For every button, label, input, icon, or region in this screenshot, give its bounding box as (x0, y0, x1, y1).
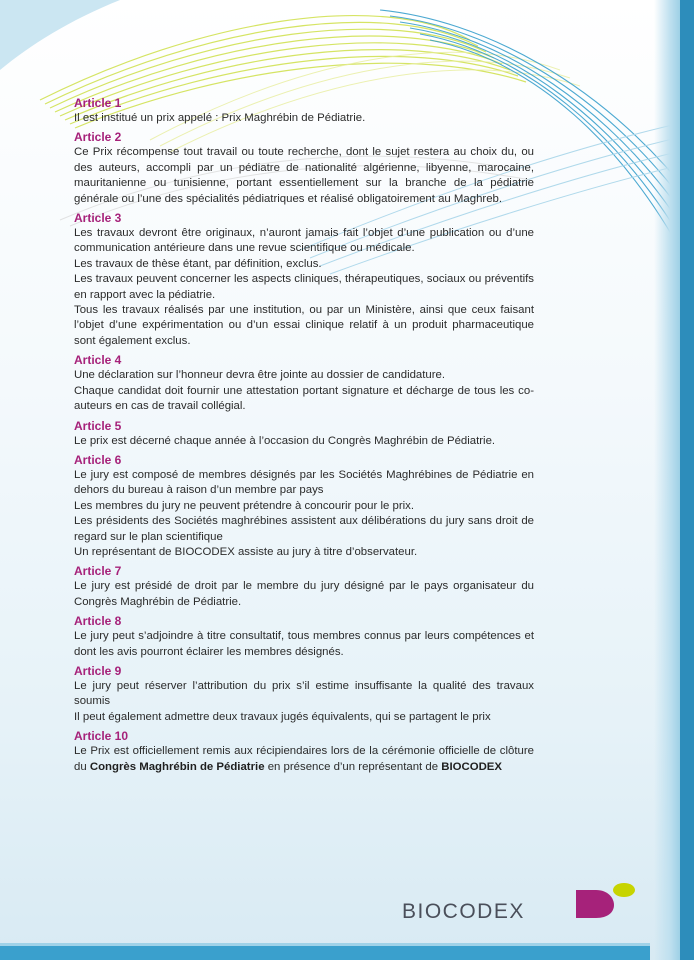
article-title: Article 8 (74, 614, 122, 629)
rules-document (74, 96, 534, 779)
bottom-band (0, 946, 650, 960)
article-paragraph: Ce Prix récompense tout travail ou toute recherche, dont le sujet restera au choix du, ou des auteurs, accompli par un pédiatre de nationalité algérienne, libyenne, marocaine, mauritanienne ou tunisienne, portant essentiellement sur la branche de la pédiatrie générale ou l’une des spécialités pédiatriques et réalisé obligatoirement au Maghreb. (74, 146, 534, 205)
article-paragraph: Le prix est décerné chaque année à l’occasion du Congrès Maghrébin de Pédiatrie. (74, 434, 496, 447)
article-title: Article 4 (74, 353, 122, 368)
article-title: Article 3 (74, 211, 122, 226)
article-title: Article 6 (74, 452, 122, 467)
article-block (74, 353, 534, 414)
article-block (74, 664, 534, 725)
brand-name: BIOCODEX (441, 760, 502, 773)
article-text: Le Prix est officiellement remis aux récipiendaires lors de la cérémonie officielle de clôture du (74, 745, 534, 773)
article-block (74, 564, 534, 610)
article-block (74, 729, 534, 775)
article-paragraph: Les travaux de thèse étant, par définition, exclus. (74, 257, 322, 270)
article-paragraph: Une déclaration sur l’honneur devra être jointe au dossier de candidature. (74, 369, 446, 382)
article-paragraph: Il peut également admettre deux travaux jugés équivalents, qui se partagent le prix (74, 710, 491, 723)
article-title: Article 1 (74, 96, 122, 110)
logo-text: BIOCODEX (402, 900, 525, 923)
article-block (74, 614, 534, 660)
biocodex-logo (402, 880, 642, 924)
article-paragraph: Le jury est composé de membres désignés par les Sociétés Maghrébines de Pédiatrie en dehors du bureau à raison d’un membre par pays (74, 468, 534, 497)
article-block (74, 130, 534, 207)
article-paragraph: Les travaux devront être originaux, n’auront jamais fait l’objet d’une publication ou d’une communication antérieure dans une revue scientifique ou médicale. (74, 227, 534, 255)
article-paragraph: Les membres du jury ne peuvent prétendre à concourir pour le prix. (74, 499, 415, 512)
right-edge-band (680, 0, 694, 960)
article-block (74, 419, 534, 449)
article-block (74, 453, 534, 560)
article-paragraph (74, 744, 534, 775)
article-paragraph: Un représentant de BIOCODEX assiste au jury à titre d’observateur. (74, 545, 418, 558)
article-paragraph: Le jury peut s’adjoindre à titre consultatif, tous membres connus par leurs compétences et dont les avis pourront éclairer les membres désignés. (74, 630, 534, 658)
article-paragraph: Les présidents des Sociétés maghrébines assistent aux délibérations du jury sans droit de regard sur le plan scientifique (74, 515, 534, 543)
article-paragraph: Le jury est présidé de droit par le membre du jury désigné par le pays organisateur du Congrès Maghrébin de Pédiatrie. (74, 580, 534, 608)
article-title: Article 9 (74, 663, 122, 678)
article-title: Article 10 (74, 729, 129, 744)
article-paragraph: Chaque candidat doit fournir une attestation portant signature et décharge de tous les co-auteurs en cas de travail collégial. (74, 384, 534, 413)
article-text: en présence d’un représentant de (264, 760, 442, 773)
article-title: Article 2 (74, 130, 122, 145)
article-paragraph: Tous les travaux réalisés par une institution, ou par un Ministère, ainsi que ceux faisant l’objet d’une expérimentation ou d’un essai clinique relatif à un produit pharmaceutique sont également exclus. (74, 304, 534, 347)
article-paragraph: Le jury peut réserver l’attribution du prix s’il estime insuffisante la qualité des travaux soumis (74, 679, 534, 708)
article-paragraph: Les travaux peuvent concerner les aspects cliniques, thérapeutiques, sociaux ou préventifs en rapport avec la pédiatrie. (74, 273, 534, 301)
article-title: Article 7 (74, 564, 122, 579)
biocodex-logo-shape-icon (574, 880, 638, 920)
article-title: Article 5 (74, 418, 122, 433)
article-block (74, 96, 534, 126)
congress-name: Congrès Maghrébin de Pédiatrie (89, 760, 265, 773)
article-paragraph: Il est institué un prix appelé : Prix Maghrébin de Pédiatrie. (74, 112, 366, 124)
article-block (74, 211, 534, 349)
